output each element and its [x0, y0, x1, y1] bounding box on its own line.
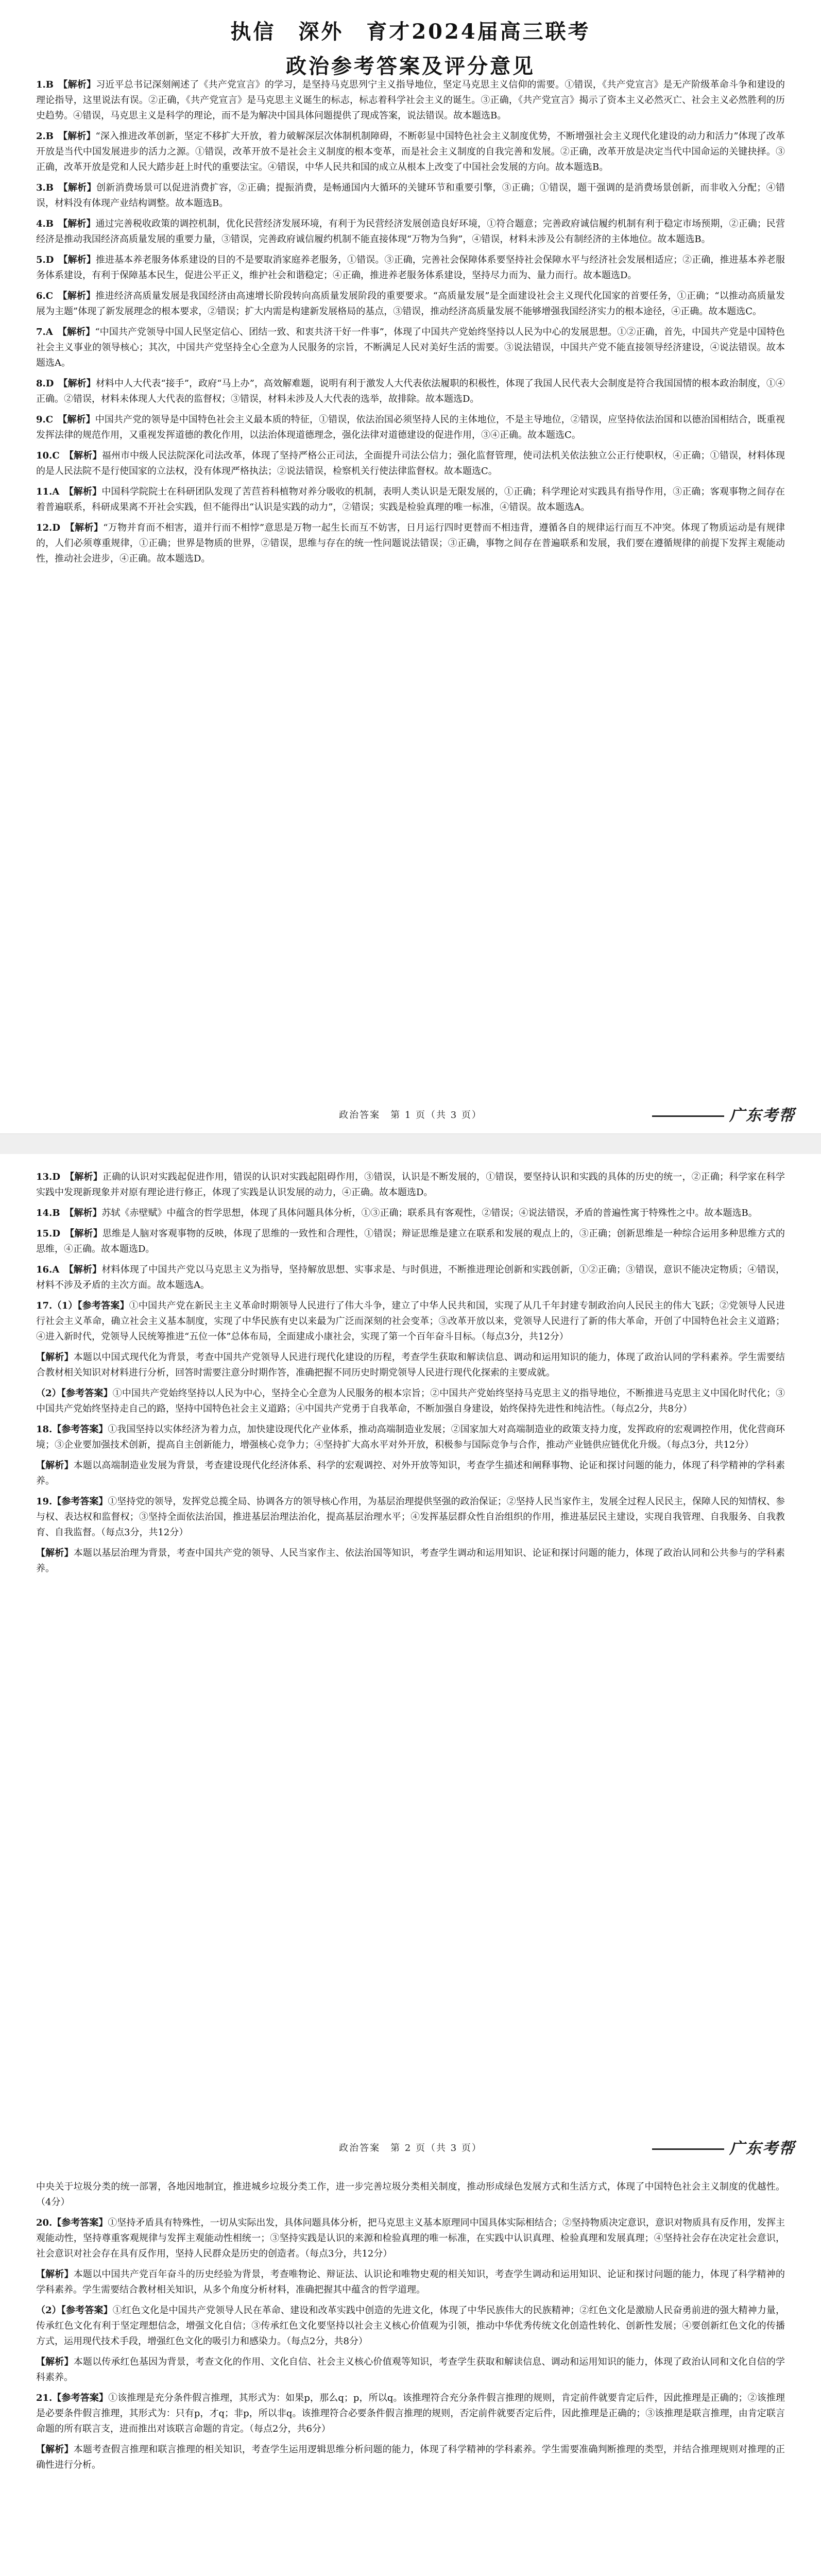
- answer-label: 11.A 【解析】: [36, 486, 102, 497]
- answer-text: “万物并育而不相害，道并行而不相悖”意思是万物一起生长而互不妨害，日月运行四时更替而不相违背，遵循各自的规律运行而互不冲突。体现了物质运动是有规律的，人们必须尊重规律，①正确；世界是物质的世界，②错误，思维与存在的统一性问题说法错误；③正确，事物之间存在普遍联系和发展，我们要在遵循规律的前提下发挥主观能动性，推动社会进步，④正确。故本题选D。: [36, 522, 785, 564]
- answer-text: ①红色文化是中国共产党领导人民在革命、建设和改革实践中创造的先进文化，体现了中华民族伟大的民族精神；②红色文化是激励人民奋勇前进的强大精神力量，传承红色文化有利于坚定理想信念，增强文化自信；③传承红色文化要坚持以社会主义核心价值观为引领，推动中华优秀传统文化创造性转化、创新性发展；④要创新红色文化的传播方式，运用现代技术手段，增强红色文化的吸引力和感染力。（每点2分，共8分）: [36, 2305, 785, 2347]
- answer-label: 17.（1）【参考答案】: [36, 1300, 129, 1311]
- answer-item: [36, 325, 785, 371]
- answer-item: [36, 448, 785, 479]
- answer-item: [36, 412, 785, 443]
- answer-page-1: [0, 0, 821, 1133]
- answer-item: [36, 2179, 785, 2210]
- answer-text: 思维是人脑对客观事物的反映，体现了思维的一致性和合理性，①错误；辩证思维是建立在联系和发展的观点上的，③正确；创新思维是一种综合运用多种思维方式的思维，④正确。故本题选D。: [36, 1228, 785, 1255]
- answer-text: 本题以高端制造业发展为背景，考查建设现代化经济体系、科学的宏观调控、对外开放等知识，考查学生描述和阐释事物、论证和探讨问题的能力，体现了科学精神的学科素养。: [36, 1460, 785, 1486]
- answer-text: ①中国共产党在新民主主义革命时期领导人民进行了伟大斗争，建立了中华人民共和国，实现了从几千年封建专制政治向人民民主的伟大飞跃；②党领导人民进行社会主义革命，确立社会主义基本制度，实现了中华民族有史以来最为广泛而深刻的社会变革；③改革开放以来，党领导人民进行了新的伟大革命，开创了中国特色社会主义道路；④进入新时代，党领导人民统筹推进“五位一体”总体布局，全面建成小康社会，实现了第一个百年奋斗目标。（每点3分，共12分）: [36, 1300, 785, 1342]
- answer-label: 12.D 【解析】: [36, 522, 104, 533]
- answer-label: （2）【参考答案】: [36, 2305, 113, 2316]
- answer-item: [36, 2215, 785, 2262]
- exam-subtitle: 政治参考答案及评分意见: [286, 54, 535, 78]
- answer-text: 本题以传承红色基因为背景，考查文化的作用、文化自信、社会主义核心价值观等知识，考查学生获取和解读信息、调动和运用知识的能力，体现了政治认同和文化自信的学科素养。: [36, 2357, 785, 2383]
- answer-item: [36, 1422, 785, 1453]
- answer-item: [36, 289, 785, 319]
- answer-text: ①该推理是充分条件假言推理，其形式为：如果p，那么q；p，所以q。该推理符合充分条件假言推理的规则，肯定前件就要肯定后件，因此推理是正确的；②该推理是必要条件假言推理，其形式为：只有p，才q；非p，所以非q。该推理符合必要条件假言推理的规则，否定前件就要否定后件，因此推理是正确的；③该推理是联言推理，由肯定联言命题的所有联言支，进而推出对该联言命题的肯定。（每点2分，共6分）: [36, 2393, 785, 2434]
- answer-text: 推进基本养老服务体系建设的目的不是要取消家庭养老服务，①错误。③正确，完善社会保障体系要坚持社会保障水平与经济社会发展相适应；②正确，推进基本养老服务体系建设，有利于保障基本民生，促进公平正义，维护社会和谐稳定；④正确，推进养老服务体系建设，坚持尽力而为、量力而行。故本题选D。: [36, 255, 785, 281]
- answer-text: 中国科学院院士在科研团队发现了苦苣苔科植物对养分吸收的机制，表明人类认识是无限发展的，①正确；科学理论对实践具有指导作用，③正确；客观事物之间存在着普遍联系，科研成果离不开社会实践，但不能得出“认识是实践的动力”，②错误；实践是检验真理的唯一标准，④错误。故本题选A。: [36, 486, 785, 513]
- answer-text: 苏轼《赤壁赋》中蕴含的哲学思想，体现了具体问题具体分析，①③正确；联系具有客观性，②错误；④说法错误，矛盾的普遍性寓于特殊性之中。故本题选B。: [101, 1208, 758, 1218]
- answer-label: 【解析】: [36, 1352, 74, 1363]
- answer-item: [36, 1226, 785, 1257]
- answer-item: [36, 1206, 785, 1221]
- answer-page-3: [0, 2164, 821, 2576]
- answer-item: [36, 77, 785, 124]
- answer-item: [36, 129, 785, 175]
- answer-text: ①我国坚持以实体经济为着力点，加快建设现代化产业体系，推动高端制造业发展；②国家加大对高端制造业的政策支持力度，发挥政府的宏观调控作用，优化营商环境；③企业要加强技术创新，提高自主创新能力，增强核心竞争力；④坚持扩大高水平对外开放，积极参与国际竞争与合作，推动产业链供应链优化升级。（每点3分，共12分）: [36, 1424, 785, 1450]
- answer-item: [36, 1262, 785, 1293]
- answer-label: 3.B 【解析】: [36, 182, 96, 193]
- watermark-bar: [652, 1115, 724, 1117]
- answer-text: 中央关于垃圾分类的统一部署，各地因地制宜，推进城乡垃圾分类工作，进一步完善垃圾分类相关制度，推动形成绿色发展方式和生活方式，体现了中国特色社会主义制度的优越性。（4分）: [36, 2181, 785, 2208]
- answer-text: ①坚持党的领导，发挥党总揽全局、协调各方的领导核心作用，为基层治理提供坚强的政治保证；②坚持人民当家作主，发展全过程人民民主，保障人民的知情权、参与权、表达权和监督权；③坚持全面依法治国，推进基层治理法治化，提高基层治理水平；④发挥基层群众性自治组织的作用，推进基层民主建设，实现自我管理、自我服务、自我教育、自我监督。（每点3分，共12分）: [36, 1496, 785, 1538]
- answer-text: 福州市中级人民法院深化司法改革，体现了坚持严格公正司法，全面提升司法公信力；强化监督管理，使司法机关依法独立公正行使职权，④正确；①错误，材料体现的是人民法院不是行使国家的立法权，没有体现严格执法；②说法错误，检察机关行使法律监督权。故本题选C。: [36, 450, 785, 477]
- answer-item: [36, 1546, 785, 1577]
- answer-label: 7.A 【解析】: [36, 327, 95, 337]
- answer-label: 8.D 【解析】: [36, 378, 96, 389]
- exam-title: 执信 深外 育才2024届高三联考: [230, 20, 591, 44]
- answer-label: （2）【参考答案】: [36, 1388, 113, 1399]
- answer-label: 14.B 【解析】: [36, 1208, 102, 1218]
- answer-label: 【解析】: [36, 1460, 74, 1471]
- answer-text: 材料中人大代表“接手”，政府“马上办”，高效解难题，说明有利于激发人大代表依法履职的积极性，体现了我国人民代表大会制度是符合我国国情的根本政治制度，①④正确。②错误，材料未体现人大代表的监督权；③错误，材料未涉及人大代表的选举，故排除。故本题选D。: [36, 378, 785, 404]
- watermark-bar: [652, 2148, 724, 2150]
- answer-label: 6.C 【解析】: [36, 291, 96, 301]
- answer-item: [36, 2391, 785, 2437]
- answer-label: 10.C 【解析】: [36, 450, 102, 461]
- page-separator: [0, 1133, 821, 1155]
- answer-label: 【解析】: [36, 2357, 74, 2367]
- answer-text: “深入推进改革创新，坚定不移扩大开放，着力破解深层次体制机制障碍，不断彰显中国特色社会主义制度优势，不断增强社会主义现代化建设的动力和活力”体现了改革开放是当代中国发展进步的活力之源。①错误，改革开放不是社会主义制度的根本变革，而是社会主义制度的自我完善和发展。②正确，改革开放是决定当代中国命运的关键抉择。③正确，改革开放是党和人民大踏步赶上时代的重要法宝。④错误，中华人民共和国的成立从根本上改变了中国社会发展的方向。故本题选B。: [36, 131, 785, 173]
- answer-list-page-2: [36, 1164, 785, 2133]
- answer-label: 20.【参考答案】: [36, 2217, 108, 2228]
- page-footer-2: 政治答案 第 2 页（共 3 页）: [339, 2143, 482, 2154]
- answer-item: [36, 1350, 785, 1381]
- answer-item: [36, 520, 785, 567]
- answer-item: [36, 1298, 785, 1345]
- answer-text: 中国共产党的领导是中国特色社会主义最本质的特征，①错误，依法治国必须坚持人民的主体地位，不是主导地位，②错误，应坚持依法治国和以德治国相结合，既重视发挥法律的规范作用，又重视发挥道德的教化作用，以法治体现道德理念，强化法律对道德建设的促进作用，③④正确。故本题选C。: [36, 414, 785, 440]
- answer-item: [36, 2354, 785, 2385]
- answer-item: [36, 180, 785, 211]
- answer-item: [36, 2303, 785, 2349]
- answer-text: 材料体现了中国共产党以马克思主义为指导，坚持解放思想、实事求是、与时俱进，不断推进理论创新和实践创新，①②正确；③错误，意识不能决定物质；④错误，材料不涉及矛盾的主次方面。故本题选A。: [36, 1264, 785, 1291]
- answer-label: 13.D 【解析】: [36, 1172, 102, 1182]
- answer-label: 2.B 【解析】: [36, 131, 96, 142]
- answer-item: [36, 2442, 785, 2473]
- watermark-logo-1: 广东考帮: [652, 1103, 795, 1125]
- answer-text: 通过完善税收政策的调控机制，优化民营经济发展环境，有利于为民营经济发展创造良好环境，①符合题意；完善政府诚信履约机制有利于稳定市场预期，②正确；民营经济是推动我国经济高质量发展的重要力量，③错误，完善政府诚信履约机制不能直接体现“万物为刍狗”，④错误，材料未涉及公有制经济的主体地位。故本题选B。: [36, 218, 785, 245]
- answer-text: “中国共产党领导中国人民坚定信心、团结一致、和衷共济干好一件事”，体现了中国共产党始终坚持以人民为中心的发展思想。①②正确，首先，中国共产党是中国特色社会主义事业的领导核心；其次，中国共产党坚持全心全意为人民服务的宗旨，不断满足人民对美好生活的需要。③说法错误，中国共产党不能直接领导经济建设，④说法错误。故本题选A。: [36, 327, 785, 368]
- answer-item: [36, 1386, 785, 1417]
- answer-item: [36, 1458, 785, 1489]
- answer-label: 【解析】: [36, 1548, 74, 1558]
- answer-item: [36, 376, 785, 407]
- answer-list-page-3: [36, 2174, 785, 2576]
- answer-label: 【解析】: [36, 2269, 74, 2280]
- answer-label: 4.B 【解析】: [36, 218, 96, 229]
- answer-label: 1.B 【解析】: [36, 79, 96, 90]
- answer-text: ①坚持矛盾具有特殊性，一切从实际出发，具体问题具体分析，把马克思主义基本原理同中国具体实际相结合；②坚持物质决定意识，意识对物质具有反作用，发挥主观能动性，坚持尊重客观规律与发挥主观能动性相统一；③坚持实践是认识的来源和检验真理的唯一标准，在实践中认识真理、检验真理和发展真理；④坚持社会存在决定社会意识，社会意识对社会存在具有反作用，坚持人民群众是历史的创造者。（每点3分，共12分）: [36, 2217, 785, 2259]
- answer-label: 21.【参考答案】: [36, 2393, 109, 2403]
- answer-label: 18.【参考答案】: [36, 1424, 108, 1435]
- answer-label: 19.【参考答案】: [36, 1496, 108, 1507]
- answer-text: 正确的认识对实践起促进作用，错误的认识对实践起阻碍作用，③错误，认识是不断发展的，①错误，要坚持认识和实践的具体的历史的统一，②正确；科学家在科学实践中发现新现象并对原有理论进行修正，体现了实践是认识发展的动力，④正确。故本题选D。: [36, 1172, 785, 1198]
- answer-label: 【解析】: [36, 2444, 74, 2455]
- answer-item: [36, 484, 785, 515]
- answer-label: 16.A 【解析】: [36, 1264, 102, 1275]
- answer-text: ①中国共产党始终坚持以人民为中心，坚持全心全意为人民服务的根本宗旨；②中国共产党始终坚持马克思主义的指导地位，不断推进马克思主义中国化时代化；③中国共产党始终坚持走自己的路，坚持中国特色社会主义道路；④中国共产党勇于自我革命，不断加强自身建设，始终保持先进性和纯洁性。（每点2分，共8分）: [36, 1388, 785, 1414]
- answer-text: 本题以中国式现代化为背景，考查中国共产党领导人民进行现代化建设的历程，考查学生获取和解读信息、调动和运用知识的能力，体现了政治认同的学科素养。学生需要结合教材相关知识对材料进行分析，回答时需要注意分时期作答，准确把握不同历史时期党领导人民进行现代化探索的主要成就。: [36, 1352, 785, 1378]
- page-footer-1: 政治答案 第 1 页（共 3 页）: [339, 1110, 482, 1121]
- answer-item: [36, 1170, 785, 1200]
- answer-label: 15.D 【解析】: [36, 1228, 102, 1239]
- answer-label: 5.D 【解析】: [36, 255, 96, 265]
- answer-text: 本题以基层治理为背景，考查中国共产党的领导、人民当家作主、依法治国等知识，考查学生调动和运用知识、论证和探讨问题的能力，体现了政治认同和公共参与的学科素养。: [36, 1548, 785, 1574]
- answer-text: 本题以中国共产党百年奋斗的历史经验为背景，考查唯物论、辩证法、认识论和唯物史观的相关知识，考查学生调动和运用知识、论证和探讨问题的能力，体现了科学精神的学科素养。学生需要结合教材相关知识，从多个角度分析材料，准确把握其中蕴含的哲学道理。: [36, 2269, 785, 2295]
- answer-text: 本题考查假言推理和联言推理的相关知识，考查学生运用逻辑思维分析问题的能力，体现了科学精神的学科素养。学生需要准确判断推理的类型，并结合推理规则对推理的正确性进行分析。: [36, 2444, 785, 2470]
- answer-item: [36, 252, 785, 283]
- answer-text: 创新消费场景可以促进消费扩容，②正确；提振消费，是畅通国内大循环的关键环节和重要引擎，③正确；①错误，题干强调的是消费场景创新，而非收入分配；④错误，材料没有体现产业结构调整。故本题选B。: [36, 182, 785, 209]
- answer-item: [36, 216, 785, 247]
- answer-text: 习近平总书记深刻阐述了《共产党宣言》的学习，是坚持马克思列宁主义指导地位，坚定马克思主义信仰的需要。①错误，《共产党宣言》是无产阶级革命斗争和建设的理论指导，这里说法有误。②正确，《共产党宣言》是马克思主义诞生的标志，标志着科学社会主义的诞生。③正确，《共产党宣言》揭示了资本主义必然灭亡、社会主义必然胜利的历史趋势。④错误，马克思主义是科学的理论，而不是为解决中国具体问题提供了现成答案，说法错误。故本题选B。: [36, 79, 785, 121]
- answer-page-2: [0, 1154, 821, 2164]
- answer-item: [36, 2267, 785, 2298]
- answer-label: 9.C 【解析】: [36, 414, 95, 425]
- watermark-logo-2: 广东考帮: [652, 2136, 795, 2158]
- answer-list-page-1: [36, 72, 785, 1103]
- answer-text: 推进经济高质量发展是我国经济由高速增长阶段转向高质量发展阶段的重要要求。“高质量发展”是全面建设社会主义现代化国家的首要任务，①正确；“以推动高质量发展为主题”体现了新发展理念的根本要求，②错误；扩大内需是构建新发展格局的基点，③错误，推动经济高质量发展不能够增强我国经济实力的根本途径，④正确。故本题选C。: [36, 291, 785, 317]
- answer-item: [36, 1494, 785, 1540]
